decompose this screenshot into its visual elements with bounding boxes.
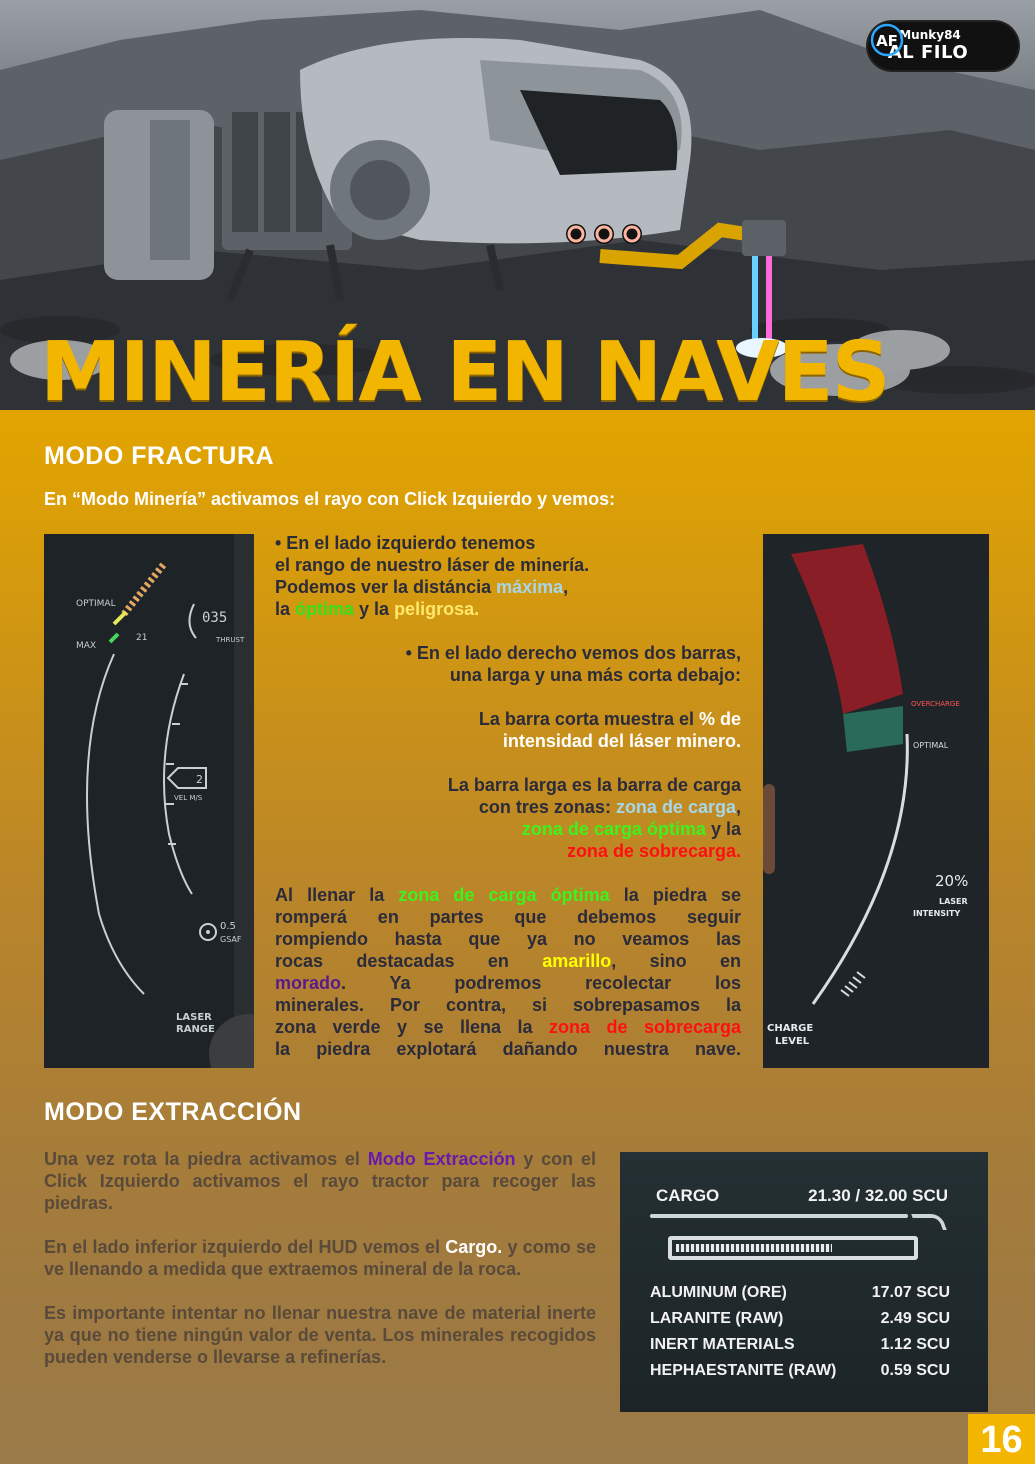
p5-l7a: zona verde y se llena la: [275, 1017, 549, 1037]
intro-text-b: “Modo Minería”: [72, 489, 207, 509]
p1-l3a: Podemos ver la distáncia: [275, 577, 497, 597]
material-row: [650, 1310, 950, 1336]
p1-l4a: la: [275, 599, 296, 619]
cargo-progress-bar: [668, 1236, 918, 1260]
p5-l4c: , sino en: [611, 951, 741, 971]
intro-text-a: En: [44, 489, 73, 509]
brand-logo-icon: [868, 22, 906, 58]
hero-image: [0, 0, 1035, 410]
p4-l2a: con tres zonas:: [478, 797, 616, 817]
brand-logo-text: AF: [876, 32, 898, 50]
material-name: HEPHAESTANITE (RAW): [650, 1362, 837, 1379]
ext-p1c: y con el Click Izquierdo activamos el rayo tractor para recoger las piedras.: [44, 1149, 596, 1213]
p1-l4c: y la: [354, 599, 395, 619]
cargo-amount: 21.30 / 32.00 SCU: [808, 1186, 948, 1205]
ext-modo-extraccion: Modo Extracción: [367, 1149, 516, 1169]
p1-line4: [275, 598, 741, 620]
p4-line2: [275, 796, 741, 818]
cargo-progress-fill: [676, 1244, 832, 1252]
cargo-divider-hook: [911, 1214, 947, 1230]
hud-gsaf-label: GSAF: [220, 935, 242, 944]
extraccion-text: [44, 1148, 596, 1368]
hud-laser-label: LASER: [176, 1012, 212, 1023]
hud-thrust-value: 035: [202, 610, 228, 626]
ext-p1a: Una vez rota la piedra activamos el: [44, 1149, 368, 1169]
hud-intensity-l2: INTENSITY: [913, 909, 961, 918]
optimal-zone: [843, 706, 903, 752]
p5-l5b: . Ya podremos recolectar los: [341, 973, 741, 993]
material-name: INERT MATERIALS: [650, 1336, 795, 1353]
hud-charge-l1: CHARGE: [767, 1023, 814, 1034]
p5-line7: [275, 1016, 741, 1038]
ext-p2a: En el lado inferior izquierdo del HUD vemos el: [44, 1237, 446, 1257]
p1-line3: [275, 576, 741, 598]
p4-line3: [275, 818, 741, 840]
hud-overcharge-label: OVERCHARGE: [911, 700, 960, 708]
p5-line4: [275, 950, 741, 972]
material-name: LARANITE (RAW): [650, 1310, 784, 1327]
p4-zona-carga: zona de carga: [615, 797, 736, 817]
section-title-extraccion: MODO EXTRACCIÓN: [44, 1098, 302, 1126]
page-number: 16: [968, 1414, 1035, 1464]
p5-line3: rompiendo hasta que ya no veamos las: [275, 929, 741, 949]
hud-charge-level-image: [763, 534, 989, 1068]
section-title-fractura: MODO FRACTURA: [44, 442, 275, 470]
p4-line1: La barra larga es la barra de carga: [447, 775, 741, 795]
hud-thrust-label: THRUST: [216, 636, 245, 644]
p5-line1: [275, 884, 741, 906]
page-title: MINERÍA EN NAVES: [40, 325, 889, 410]
p3-line2: intensidad del láser minero.: [502, 731, 741, 751]
ext-p2c: y como se ve llenando a medida que extraemos mineral de la roca.: [44, 1237, 597, 1279]
ext-cargo: Cargo.: [445, 1237, 503, 1257]
p4-line4: zona de sobrecarga.: [566, 841, 741, 861]
ext-paragraph-1: [44, 1148, 596, 1214]
p4-l2c: ,: [735, 797, 741, 817]
brand-name: AL FILO: [887, 42, 969, 63]
hud-gsaf-value: 0.5: [220, 921, 236, 932]
brand-user: Munky84: [899, 28, 961, 42]
material-value: 2.49 SCU: [880, 1310, 950, 1327]
p5-line2: romperá en partes que debemos seguir: [275, 907, 741, 927]
p1-peligrosa: peligrosa.: [394, 599, 480, 619]
hud-charge-l2: LEVEL: [775, 1036, 810, 1047]
fractura-text: [275, 532, 741, 1060]
material-value: 0.59 SCU: [880, 1362, 950, 1379]
material-row: [650, 1362, 950, 1388]
p1-line2: el rango de nuestro láser de minería.: [275, 555, 590, 575]
hud-optimal-label: OPTIMAL: [913, 741, 949, 750]
hud-max-label: MAX: [76, 641, 97, 651]
p3-line1: [275, 708, 741, 730]
material-row: [650, 1336, 950, 1362]
p2-line2: una larga y una más corta debajo:: [449, 665, 741, 685]
p5-morado: morado: [275, 973, 342, 993]
p5-sobrecarga: zona de sobrecarga: [548, 1017, 741, 1037]
hud-laser-range-image: [44, 534, 254, 1068]
cargo-divider: [650, 1214, 908, 1218]
p2-line1: • En el lado derecho vemos dos barras,: [405, 643, 741, 663]
p1-line1: • En el lado izquierdo tenemos: [275, 533, 536, 553]
material-value: 17.07 SCU: [871, 1284, 950, 1301]
material-value: 1.12 SCU: [880, 1336, 950, 1353]
hud-vel-value: 2: [196, 773, 203, 786]
hud-optimal-label: OPTIMAL: [76, 599, 116, 609]
p5-l1a: Al llenar la: [275, 885, 399, 905]
p5-zona-optima: zona de carga óptima: [398, 885, 610, 905]
hud-mark-label: 21: [136, 633, 148, 643]
intro-text-c: activamos el rayo con Click Izquierdo y vemos:: [206, 489, 616, 509]
hud-intensity-value: 20%: [935, 872, 969, 890]
p5-l4a: rocas destacadas en: [275, 951, 543, 971]
p3-percent: % de: [698, 709, 741, 729]
cargo-label: CARGO: [656, 1186, 720, 1205]
hud-vel-label: VEL M/S: [174, 794, 203, 802]
p1-l3c: ,: [563, 577, 569, 597]
hud-range-label: RANGE: [176, 1024, 215, 1035]
p5-l1c: la piedra se: [609, 885, 741, 905]
p5-line5: [275, 972, 741, 994]
material-row: [650, 1284, 950, 1310]
cargo-hud-image: [620, 1152, 988, 1412]
p3-l1a: La barra corta muestra el: [478, 709, 699, 729]
hud-intensity-l1: LASER: [939, 897, 968, 906]
p5-line8: la piedra explotará dañando nuestra nave.: [275, 1039, 741, 1059]
brand-badge: [868, 22, 1018, 70]
p4-zona-optima: zona de carga óptima: [521, 819, 706, 839]
p1-optima: óptima: [295, 599, 355, 619]
ext-paragraph-2: [44, 1236, 596, 1280]
p5-line6: minerales. Por contra, si sobrepasamos la: [275, 995, 741, 1015]
p5-amarillo: amarillo: [542, 951, 612, 971]
p1-maxima: máxima: [496, 577, 564, 597]
p4-l3b: y la: [705, 819, 741, 839]
fractura-intro: [44, 488, 615, 510]
material-name: ALUMINUM (ORE): [650, 1284, 787, 1301]
ext-paragraph-3: Es importante intentar no llenar nuestra nave de material inerte ya que no tiene ningún valor de venta. Los minerales recogidos pueden venderse o llevarse a refinerías.: [44, 1303, 596, 1367]
